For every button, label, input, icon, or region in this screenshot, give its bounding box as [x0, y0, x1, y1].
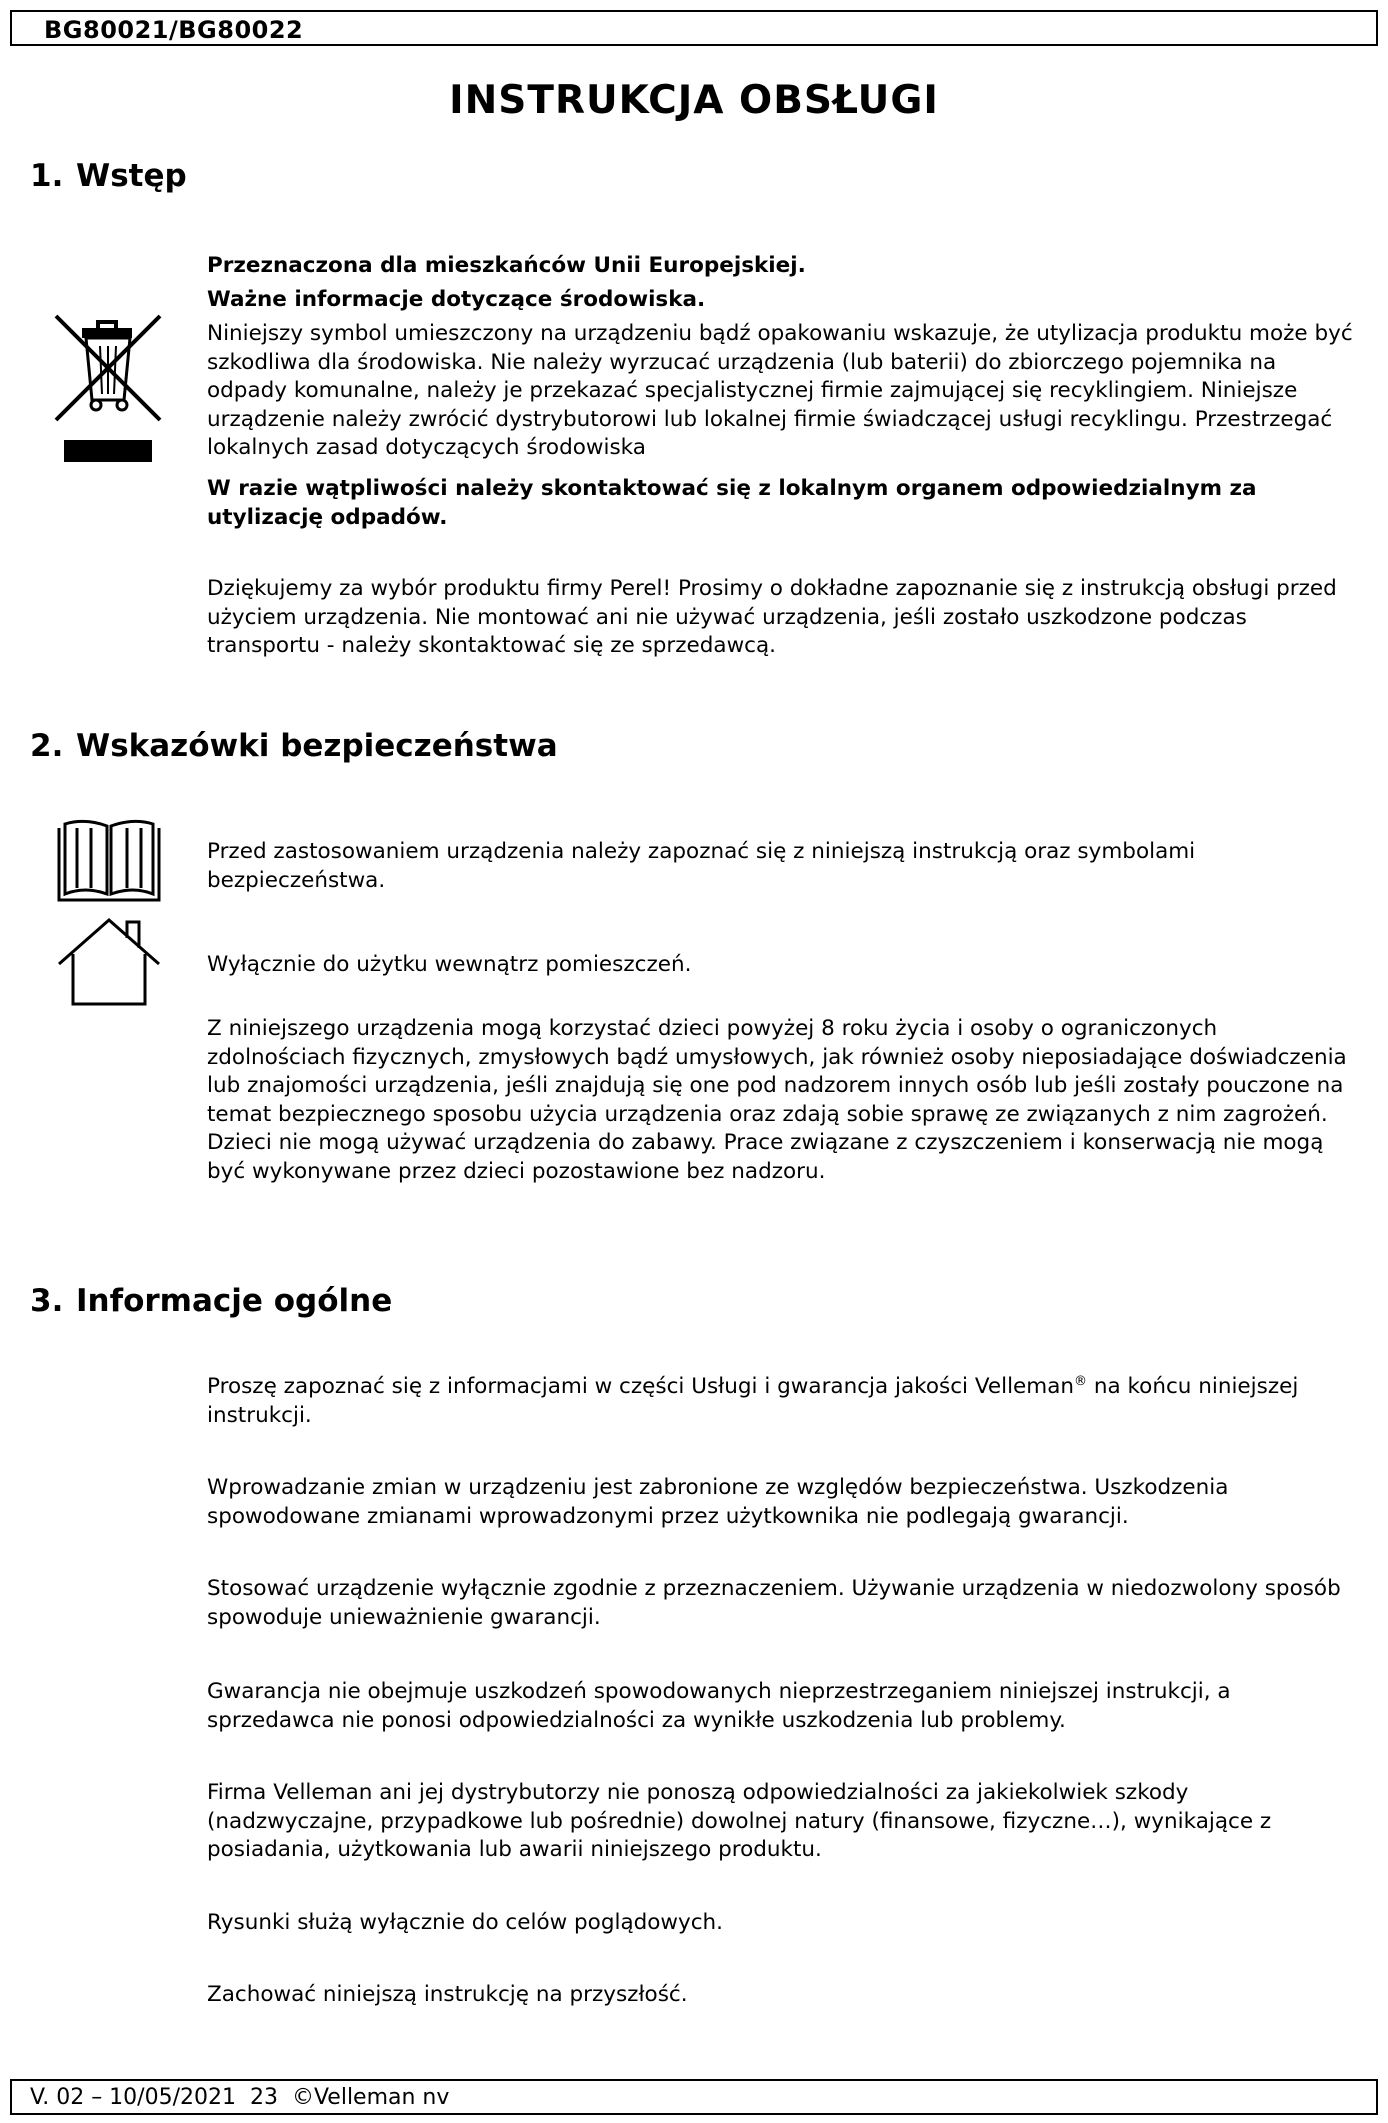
section-1-heading: [30, 158, 187, 194]
section-3-heading: [30, 1283, 392, 1319]
thank-you-text: Dziękujemy za wybór produktu firmy Perel! Prosimy o dokładne zapoznanie się z instrukcją obsługi przed użyciem urządzenia. Nie montować ani nie używać urządzenia, jeśli zostało uszkodzone podczas transportu - należy skontaktować się ze sprzedawcą.: [207, 576, 1337, 658]
indoor-use-house-icon: [55, 916, 163, 1008]
read-manual-text: Przed zastosowaniem urządzenia należy zapoznać się z niniejszą instrukcją oraz symbolami bezpieczeństwa.: [207, 839, 1196, 893]
section-3-number: 3.: [30, 1283, 64, 1319]
registered-mark: ®: [1074, 1373, 1088, 1389]
general-info-paragraph-6: Rysunki służą wyłącznie do celów poglądowych.: [207, 1910, 724, 1935]
page-footer: [10, 2079, 1378, 2115]
page-header: [10, 10, 1378, 46]
end-of-manual-text: na końcu niniejszej instrukcji.: [207, 1374, 1299, 1428]
disposal-authority-text: W razie wątpliwości należy skontaktować się z lokalnym organem odpowiedzialnym za utylizację odpadów.: [207, 476, 1257, 530]
children-supervision-text: Z niniejszego urządzenia mogą korzystać dzieci powyżej 8 roku życia i osoby o ograniczonych zdolnościach fizycznych, zmysłowych bądź umysłowych, jak również osoby nieposiadające doświadczenia lub znajomości urządzenia, jeśli znajdują się one pod nadzorem innych osób lub jeśli zostały pouczone na temat bezpiecznego sposobu użycia urządzenia oraz zdają sobie sprawę ze związanych z nim zagrożeń. Dzieci nie mogą używać urządzenia do zabawy. Prace związane z czyszczeniem i konserwacją nie mogą być wykonywane przez dzieci pozostawione bez nadzoru.: [207, 1016, 1347, 1184]
footer-version-text: V. 02 – 10/05/2021 23 ©Velleman nv: [30, 2085, 450, 2110]
read-manual-book-icon: [55, 818, 163, 904]
document-title: INSTRUKCJA OBSŁUGI: [449, 78, 939, 123]
general-info-paragraph-5: Firma Velleman ani jej dystrybutorzy nie ponoszą odpowiedzialności za jakiekolwiek szkody (nadzwyczajne, przypadkowe lub pośrednie) dowolnej natury (finansowe, fizyczne…), wynikające z posiadania, użytkowania lub awarii niniejszego produktu.: [207, 1780, 1272, 1862]
environment-info-line: Ważne informacje dotyczące środowiska.: [207, 287, 706, 312]
section-2-number: 2.: [30, 728, 64, 764]
general-info-paragraph-4: Gwarancja nie obejmuje uszkodzeń spowodowanych nieprzestrzeganiem niniejszej instrukcji, a sprzedawca nie ponosi odpowiedzialności za wynikłe uszkodzenia lub problemy.: [207, 1679, 1231, 1733]
velleman-services-text: Proszę zapoznać się z informacjami w części Usługi i gwarancja jakości Velleman: [207, 1374, 1075, 1399]
section-1-title: Wstęp: [76, 158, 187, 194]
section-2-title: Wskazówki bezpieczeństwa: [76, 728, 558, 764]
model-code: BG80021/BG80022: [44, 16, 304, 44]
weee-disposal-text: Niniejszy symbol umieszczony na urządzeniu bądź opakowaniu wskazuje, że utylizacja produktu może być szkodliwa dla środowiska. Nie należy wyrzucać urządzenia (lub baterii) do zbiorczego pojemnika na odpady komunalne, należy je przekazać specjalistycznej firmie zajmującej się recyklingiem. Niniejsze urządzenie należy zwrócić dystrybutorowi lub lokalnej firmie świadczącej usługi recyklingu. Przestrzegać lokalnych zasad dotyczących środowiska: [207, 321, 1353, 460]
section-2-heading: [30, 728, 558, 764]
eu-residents-line: Przeznaczona dla mieszkańców Unii Europejskiej.: [207, 253, 806, 278]
weee-crossed-bin-icon: [52, 308, 164, 468]
general-info-paragraph-3: Stosować urządzenie wyłącznie zgodnie z przeznaczeniem. Używanie urządzenia w niedozwolony sposób spowoduje unieważnienie gwarancji.: [207, 1576, 1341, 1630]
general-info-paragraph-1: [207, 1373, 1357, 1430]
indoor-use-text: Wyłącznie do użytku wewnątrz pomieszczeń.: [207, 952, 692, 977]
section-1-number: 1.: [30, 158, 64, 194]
section-3-title: Informacje ogólne: [76, 1283, 393, 1319]
general-info-paragraph-7: Zachować niniejszą instrukcję na przyszłość.: [207, 1982, 688, 2007]
general-info-paragraph-2: Wprowadzanie zmian w urządzeniu jest zabronione ze względów bezpieczeństwa. Uszkodzenia spowodowane zmianami wprowadzonymi przez użytkownika nie podlegają gwarancji.: [207, 1475, 1229, 1529]
